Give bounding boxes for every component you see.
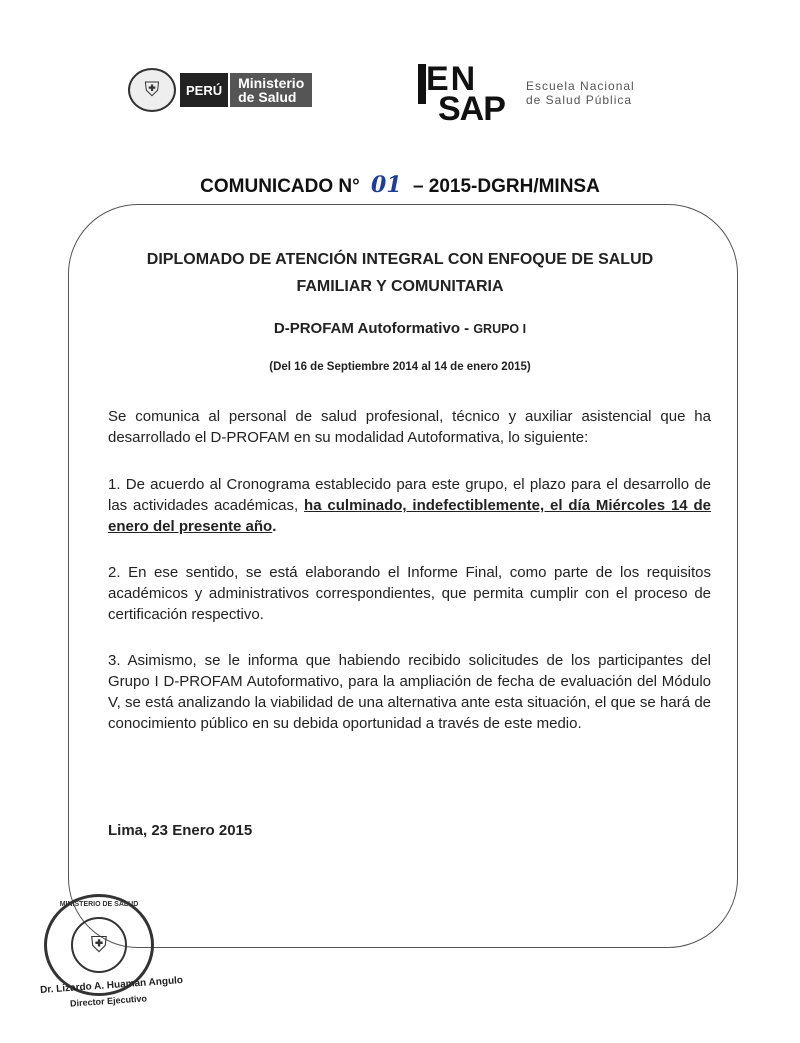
item-1-emphasis: ha culminado, indefectiblemente, el día Miércoles 14 de enero del presente año xyxy=(108,497,712,535)
ensap-line2: de Salud Pública xyxy=(526,93,633,107)
program-title-line1: DIPLOMADO DE ATENCIÓN INTEGRAL CON ENFOQUE DE SALUD xyxy=(146,251,654,268)
ensap-logo xyxy=(418,60,635,126)
signatory-role: Director Ejecutivo xyxy=(69,993,148,1009)
minsa-logo xyxy=(128,68,312,112)
signatory-name: Dr. Lizardo A. Huamán Angulo xyxy=(39,975,184,996)
ensap-name xyxy=(526,79,635,107)
title-number: 01 xyxy=(371,172,402,198)
stamp-text: MINISTERIO DE SALUD xyxy=(59,901,139,908)
group-heading xyxy=(0,320,800,337)
title-prefix: COMUNICADO N° xyxy=(200,176,360,197)
ministry-line1: Ministerio xyxy=(238,75,305,91)
ministry-label xyxy=(230,73,312,107)
item-3-paragraph: 3. Asimismo, se le informa que habiendo recibido solicitudes de los participantes del Grupo I D-PROFAM Autoformativo, para la ampliación de fecha de evaluación del Módulo V, se está analizando la viabilidad de una alternativa ante esta situación, el que se hará de conocimiento público en su debida oportunidad a través de este medio. xyxy=(108,652,711,732)
program-title-line2: FAMILIAR Y COMUNITARIA xyxy=(296,278,504,295)
ensap-line1: Escuela Nacional xyxy=(526,79,635,93)
item-1-text: 1. De acuerdo al Cronograma establecido para este grupo, el plazo para el desarrollo de las actividades académicas, xyxy=(108,476,711,514)
stamp-emblem-icon: ⛨ xyxy=(71,917,127,973)
item-1-end: . xyxy=(272,518,277,535)
place-date: Lima, 23 Enero 2015 xyxy=(108,822,253,839)
group-small: GRUPO I xyxy=(473,322,527,336)
item-1-paragraph xyxy=(108,474,711,537)
group-main: D-PROFAM Autoformativo - xyxy=(273,320,470,337)
peru-label: PERÚ xyxy=(180,73,228,107)
item-2-paragraph: 2. En ese sentido, se está elaborando el Informe Final, como parte de los requisitos académicos y administrativos correspondientes, que permita cumplir con el proceso de certificación respectivo. xyxy=(108,564,711,623)
intro-paragraph: Se comunica al personal de salud profesional, técnico y auxiliar asistencial que ha desarrollado el D-PROFAM en su modalidad Autoformativa, lo siguiente: xyxy=(108,408,711,446)
title-suffix: – 2015-DGRH/MINSA xyxy=(412,176,600,197)
program-title xyxy=(0,246,800,300)
document-title xyxy=(0,172,800,198)
date-range: (Del 16 de Septiembre 2014 al 14 de enero 2015) xyxy=(269,361,531,373)
ensap-mark-icon: EN SAP xyxy=(418,60,518,126)
ministry-line2: de Salud xyxy=(238,89,297,105)
coat-of-arms-icon: ⛨ xyxy=(128,68,176,112)
